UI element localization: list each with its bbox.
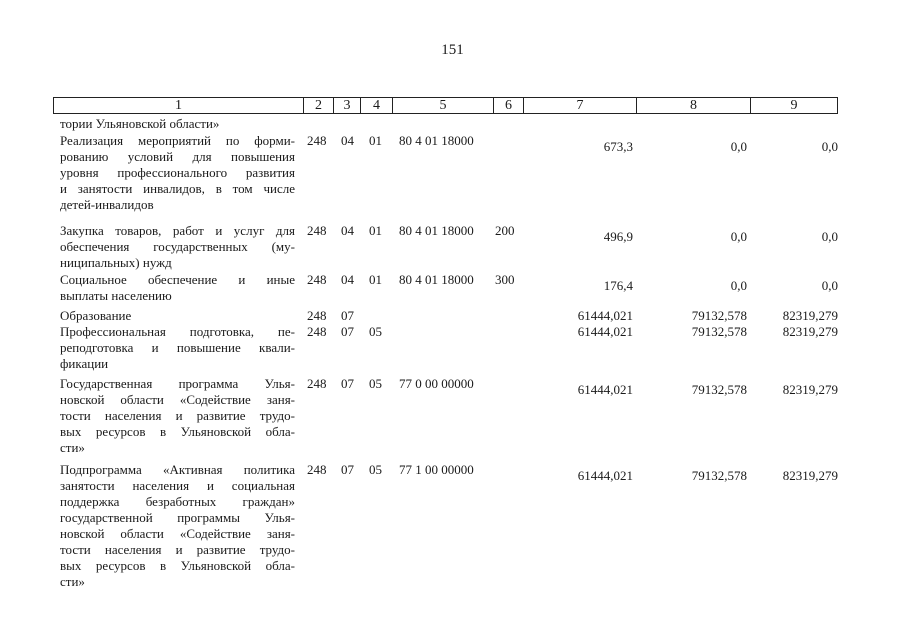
row-name-line: государственной программы Улья- — [60, 510, 295, 525]
cell-col-6: 200 — [495, 223, 515, 238]
row-name-line: обеспечения государственных (му- — [60, 239, 295, 254]
header-col-5: 5 — [393, 98, 494, 113]
row-name — [60, 116, 295, 132]
cell-col-8: 0,0 — [730, 139, 747, 154]
row-name-line: Закупка товаров, работ и услуг для — [60, 223, 295, 238]
cell-col-7: 496,9 — [603, 229, 633, 244]
cell-col-8: 79132,578 — [691, 324, 747, 339]
row-name-line: Профессиональная подготовка, пе- — [60, 324, 295, 339]
cell-col-7: 673,3 — [603, 139, 633, 154]
cell-col-9: 82319,279 — [782, 468, 838, 483]
cell-col-5: 77 1 00 00000 — [399, 462, 474, 477]
cell-col-5: 77 0 00 00000 — [399, 376, 474, 391]
cell-col-7: 61444,021 — [577, 308, 633, 323]
row-name-line: тории Ульяновской области» — [60, 116, 220, 131]
cell-col-6: 300 — [495, 272, 515, 287]
cell-col-3: 07 — [341, 308, 354, 323]
row-name-line: сти» — [60, 440, 85, 455]
cell-col-2: 248 — [307, 223, 327, 238]
header-col-1: 1 — [54, 98, 304, 113]
row-name-line: новской области «Содействие заня- — [60, 392, 295, 407]
cell-col-9: 0,0 — [821, 139, 838, 154]
cell-col-4: 05 — [369, 324, 382, 339]
cell-col-4: 01 — [369, 133, 382, 148]
row-name — [60, 308, 295, 324]
row-name — [60, 324, 295, 372]
cell-col-5: 80 4 01 18000 — [399, 223, 474, 238]
row-name-line: Образование — [60, 308, 132, 323]
header-col-3: 3 — [334, 98, 361, 113]
cell-col-4: 05 — [369, 376, 382, 391]
cell-col-9: 0,0 — [821, 229, 838, 244]
cell-col-2: 248 — [307, 376, 327, 391]
row-name-line: Подпрограмма «Активная политика — [60, 462, 295, 477]
cell-col-3: 07 — [341, 324, 354, 339]
cell-col-7: 61444,021 — [577, 468, 633, 483]
cell-col-8: 0,0 — [730, 229, 747, 244]
header-col-9: 9 — [790, 98, 798, 113]
row-name-line: сти» — [60, 574, 85, 589]
cell-col-2: 248 — [307, 133, 327, 148]
cell-col-4: 01 — [369, 223, 382, 238]
cell-col-3: 07 — [341, 462, 354, 477]
cell-col-7: 61444,021 — [577, 324, 633, 339]
row-name-line: Государственная программа Улья- — [60, 376, 295, 391]
cell-col-9: 82319,279 — [782, 308, 838, 323]
row-name-line: фикации — [60, 356, 109, 371]
table-header — [53, 97, 838, 114]
row-name-line: рованию условий для повышения — [60, 149, 295, 164]
row-name-line: тости населения и развитие трудо- — [60, 408, 295, 423]
cell-col-7: 176,4 — [603, 278, 633, 293]
cell-col-9: 0,0 — [821, 278, 838, 293]
cell-col-4: 01 — [369, 272, 382, 287]
header-col-4: 4 — [361, 98, 393, 113]
row-name — [60, 272, 295, 304]
page-number: 151 — [441, 42, 464, 58]
header-col-7: 7 — [524, 98, 637, 113]
cell-col-3: 04 — [341, 223, 354, 238]
cell-col-2: 248 — [307, 272, 327, 287]
cell-col-8: 79132,578 — [691, 468, 747, 483]
row-name-line: и занятости инвалидов, в том числе — [60, 181, 295, 196]
row-name-line: поддержка безработных граждан» — [60, 494, 295, 509]
row-name — [60, 462, 295, 590]
cell-col-3: 04 — [341, 133, 354, 148]
row-name — [60, 376, 295, 456]
cell-col-8: 79132,578 — [691, 382, 747, 397]
cell-col-2: 248 — [307, 324, 327, 339]
cell-col-4: 05 — [369, 462, 382, 477]
cell-col-2: 248 — [307, 308, 327, 323]
row-name-line: выплаты населению — [60, 288, 172, 303]
cell-col-7: 61444,021 — [577, 382, 633, 397]
header-col-6: 6 — [494, 98, 524, 113]
cell-col-5: 80 4 01 18000 — [399, 272, 474, 287]
row-name-line: новской области «Содействие заня- — [60, 526, 295, 541]
row-name-line: реподготовка и повышение квали- — [60, 340, 295, 355]
header-col-2: 2 — [304, 98, 334, 113]
cell-col-8: 0,0 — [730, 278, 747, 293]
row-name-line: ниципальных) нужд — [60, 255, 172, 270]
cell-col-8: 79132,578 — [691, 308, 747, 323]
header-col-8: 8 — [637, 98, 751, 113]
row-name-line: тости населения и развитие трудо- — [60, 542, 295, 557]
cell-col-9: 82319,279 — [782, 324, 838, 339]
cell-col-2: 248 — [307, 462, 327, 477]
cell-col-5: 80 4 01 18000 — [399, 133, 474, 148]
row-name-line: Реализация мероприятий по форми- — [60, 133, 295, 148]
row-name — [60, 133, 295, 213]
row-name-line: занятости населения и социальная — [60, 478, 295, 493]
row-name-line: вых ресурсов в Ульяновской обла- — [60, 424, 295, 439]
row-name-line: Социальное обеспечение и иные — [60, 272, 295, 287]
row-name — [60, 223, 295, 271]
cell-col-9: 82319,279 — [782, 382, 838, 397]
row-name-line: вых ресурсов в Ульяновской обла- — [60, 558, 295, 573]
cell-col-3: 07 — [341, 376, 354, 391]
row-name-line: детей-инвалидов — [60, 197, 154, 212]
cell-col-3: 04 — [341, 272, 354, 287]
row-name-line: уровня профессионального развития — [60, 165, 295, 180]
